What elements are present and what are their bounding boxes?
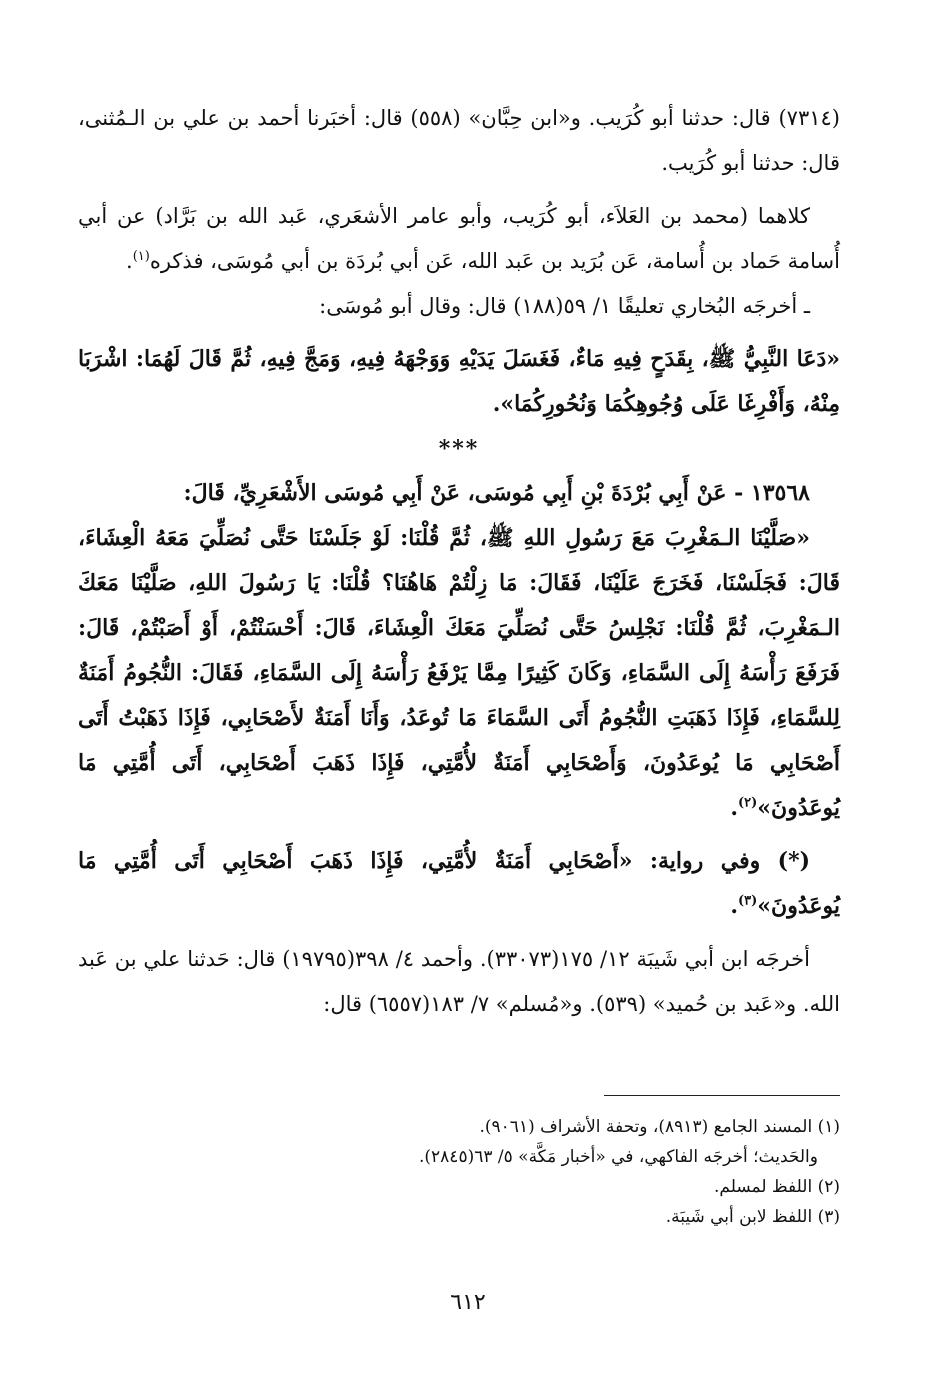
hadith-text-2-end: . bbox=[730, 795, 738, 821]
footnote-divider bbox=[604, 1095, 840, 1096]
footnote-3: (٣) اللفظ لابن أبي شَيبَة. bbox=[665, 1207, 840, 1227]
footnotes bbox=[78, 1112, 840, 1232]
footnote-1-continuation: والحَديث؛ أخرجَه الفاكهي، في «أخبار مَكَّة» ٥/ ٦٣(٢٨٤٥). bbox=[419, 1147, 818, 1167]
hadith-text-2-body: «صَلَّيْنَا الـمَغْرِبَ مَعَ رَسُولِ اللهِ ﷺ، ثُمَّ قُلْنَا: لَوْ جَلَسْنَا حَتَّى نُصَلِّيَ مَعَهُ الْعِشَاءَ، قَالَ: فَجَلَسْنَا، فَخَرَجَ عَلَيْنَا، فَقَالَ: مَا زِلْتُمْ هَاهُنَا؟ قُلْنَا: يَا رَسُولَ اللهِ، صَلَّيْنَا مَعَكَ الـمَغْرِبَ، ثُمَّ قُلْنَا: نَجْلِسُ حَتَّى نُصَلِّيَ مَعَكَ الْعِشَاءَ، قَالَ: أَحْسَنْتُمْ، أَوْ أَصَبْتُمْ، قَالَ: فَرَفَعَ رَأْسَهُ إِلَى السَّمَاءِ، وَكَانَ كَثِيرًا مِمَّا يَرْفَعُ رَأْسَهُ إِلَى السَّمَاءِ، فَقَالَ: النُّجُومُ أَمَنَةٌ لِلسَّمَاءِ، فَإِذَا ذَهَبَتِ النُّجُومُ أَتَى السَّمَاءَ مَا تُوعَدُ، وَأَنَا أَمَنَةٌ لأَصْحَابِي، فَإِذَا ذَهَبْتُ أَتَى أَصْحَابِي مَا يُوعَدُونَ، وَأَصْحَابِي أَمَنَةٌ لأُمَّتِي، فَإِذَا ذَهَبَ أَصْحَابِي، أَتَى أُمَّتِي مَا يُوعَدُونَ» bbox=[78, 525, 840, 821]
page-number: ٦١٢ bbox=[450, 1290, 486, 1315]
variant-narration-end: . bbox=[730, 893, 738, 919]
chain-paragraph-1: (٧٣١٤) قال: حدثنا أبو كُرَيب. و«ابن حِبَّان» (٥٥٨) قال: أخبَرنا أحمد بن علي بن الـمُثنى، قال: حدثنا أبو كُرَيب. bbox=[78, 106, 840, 175]
bukhari-reference: ـ أخرجَه البُخاري تعليقًا ١/ ٥٩(١٨٨) قال: وقال أبو مُوسَى: bbox=[319, 294, 810, 318]
hadith-text-1: «دَعَا النَّبِيُّ ﷺ، بِقَدَحٍ فِيهِ مَاءٌ، فَغَسَلَ يَدَيْهِ وَوَجْهَهُ فِيهِ، وَمَجَّ فِيهِ، ثُمَّ قَالَ لَهُمَا: اشْرَبَا مِنْهُ، وَأَفْرِغَا عَلَى وُجُوهِكُمَا وَنُحُورِكُمَا». bbox=[78, 346, 840, 417]
footnote-2: (٢) اللفظ لمسلم. bbox=[713, 1177, 840, 1197]
page-body bbox=[78, 96, 840, 1027]
footnote-ref-3[interactable]: (٣) bbox=[738, 893, 758, 909]
footnote-ref-1[interactable]: (١) bbox=[132, 249, 150, 264]
footnote-1: (١) المسند الجامع (٨٩١٣)، وتحفة الأشراف (٩٠٦١). bbox=[479, 1117, 840, 1137]
chain-paragraph-2 bbox=[78, 194, 840, 284]
chain-paragraph-2-end: . bbox=[126, 249, 133, 273]
hadith-text-2 bbox=[78, 516, 840, 831]
takhrij-paragraph: أخرجَه ابن أبي شَيبَة ١٢/ ١٧٥(٣٣٠٧٣). وأحمد ٤/ ٣٩٨(١٩٧٩٥) قال: حَدثنا علي بن عَبد الله. و«عَبد بن حُميد» (٥٣٩). و«مُسلم» ٧/ ١٨٣(٦٥٥٧) قال: bbox=[78, 947, 840, 1016]
variant-narration bbox=[78, 839, 840, 929]
hadith-heading-13568: ١٣٥٦٨ - عَنْ أَبِي بُرْدَةَ بْنِ أَبِي مُوسَى، عَنْ أَبِي مُوسَى الأَشْعَرِيِّ، قَالَ: bbox=[183, 480, 810, 506]
footnote-ref-2[interactable]: (٢) bbox=[738, 795, 758, 811]
section-separator: *** bbox=[438, 436, 480, 462]
chain-paragraph-2-text: كلاهما (محمد بن العَلاَء، أبو كُرَيب، وأبو عامر الأشعَري، عَبد الله بن بَرَّاد) عن أبي أُسامة حَماد بن أُسامة، عَن بُرَيد بن عَبد الله، عَن أبي بُردَة بن أبي مُوسَى، فذكره bbox=[78, 204, 840, 273]
variant-narration-body: (*) وفي رواية: «أَصْحَابِي أَمَنَةٌ لأُمَّتِي، فَإِذَا ذَهَبَ أَصْحَابِي أَتَى أُمَّتِي مَا يُوعَدُونَ» bbox=[78, 848, 840, 919]
